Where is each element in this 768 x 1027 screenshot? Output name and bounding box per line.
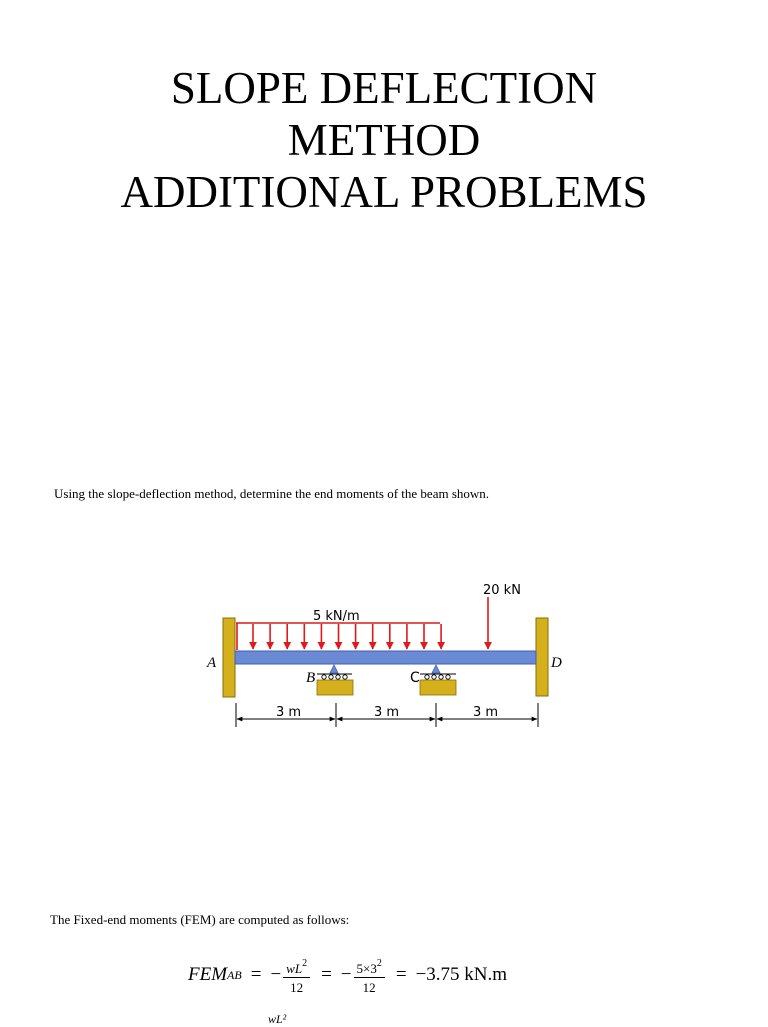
eq-lhs: FEM [188,964,228,985]
problem-statement: Using the slope-deflection method, determine the end moments of the beam shown. [54,486,490,501]
support-label-c: C [410,670,420,686]
beam-figure [200,575,560,735]
frac2-den: 12 [362,979,376,995]
eq-equals-2: = [321,964,332,985]
distributed-load [236,623,441,650]
eq-equals-1: = [250,964,262,985]
wall-left [223,618,235,697]
roller-support-c [420,665,456,695]
span-label-cd: 3 m [473,705,499,720]
title-line-3: ADDITIONAL PROBLEMS [120,167,648,217]
frac2-exp: 2 [376,957,382,969]
eq-minus-2: − [340,964,352,985]
beam [235,651,536,664]
equation-fem-ab [188,955,507,995]
span-label-ab: 3 m [276,705,302,720]
frac1-num: wL [286,960,303,976]
frac2-num: 5×3 [356,960,377,976]
eq-fraction-2 [354,956,385,995]
support-label-b: B [306,670,316,686]
eq-minus-1: − [270,964,282,985]
title-line-1: SLOPE DEFLECTION [170,63,598,113]
support-label-a: A [207,655,217,671]
fem-intro: The Fixed-end moments (FEM) are computed as follows: [50,912,350,927]
wall-right [536,618,548,696]
span-label-bc: 3 m [374,705,400,720]
point-load-label: 20 kN [483,583,521,598]
frac1-den: 12 [290,979,304,995]
title-line-2: METHOD [287,115,481,165]
equation-next-partial: wL² [268,1012,287,1026]
support-label-d: D [551,655,562,671]
distributed-load-label: 5 kN/m [313,609,360,624]
eq-fraction-1 [283,956,310,995]
frac1-exp: 2 [302,957,308,969]
eq-lhs-sub: AB [227,967,242,982]
roller-support-b [317,665,353,695]
page-title [0,62,768,218]
eq-result: −3.75 kN.m [415,964,508,985]
eq-equals-3: = [395,964,407,985]
